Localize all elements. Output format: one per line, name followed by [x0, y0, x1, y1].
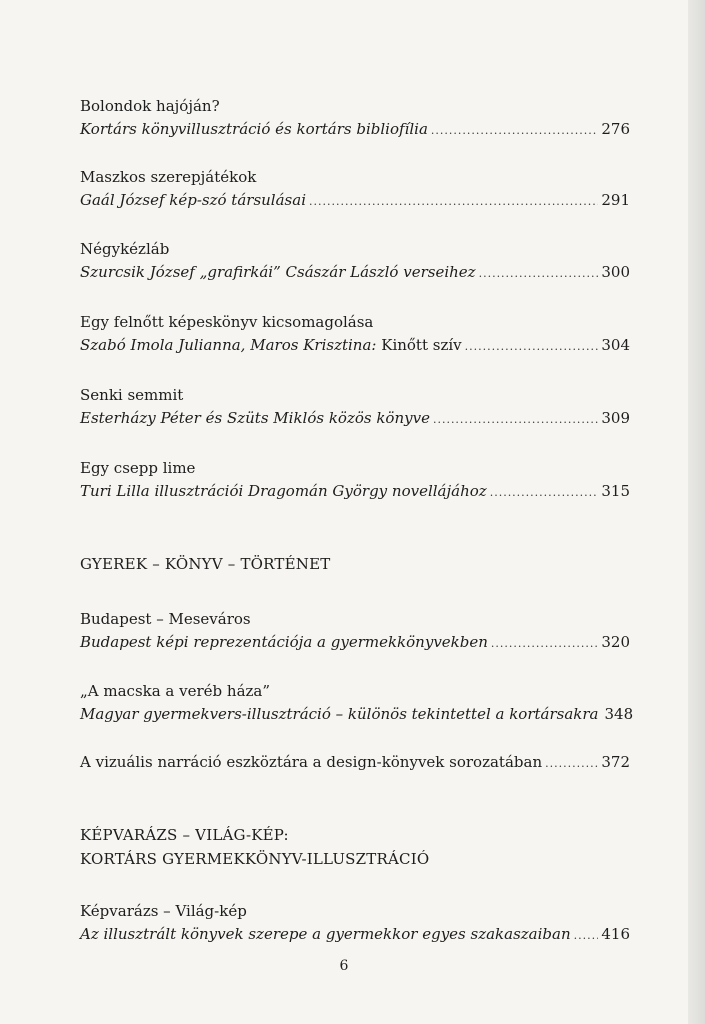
toc-entry-budapest[interactable] — [80, 609, 630, 654]
entry-subtitle: Magyar gyermekvers-illusztráció – különös tekintettel a kortársakra — [80, 705, 599, 723]
entry-page-number: 276 — [601, 120, 630, 138]
entry-title: „A macska a veréb háza” — [80, 682, 271, 700]
toc-entry-lime[interactable] — [80, 458, 630, 503]
dot-leader — [491, 634, 598, 654]
entry-page-number: 304 — [601, 336, 630, 354]
entry-subtitle: Esterházy Péter és Szüts Miklós közös könyve — [80, 409, 430, 427]
entry-subtitle: Gaál József kép-szó társulásai — [80, 191, 306, 209]
dot-leader — [309, 192, 598, 212]
entry-page-number: 300 — [601, 263, 630, 281]
entry-page-number: 291 — [601, 191, 630, 209]
entry-line — [80, 752, 630, 774]
entry-title: Senki semmit — [80, 386, 184, 404]
entry-page-number: 309 — [601, 409, 630, 427]
toc-entry-kicsomagolasa[interactable] — [80, 312, 630, 357]
entry-title: Maszkos szerepjátékok — [80, 168, 257, 186]
entry-subtitle-line — [80, 481, 630, 503]
page-edge — [688, 0, 705, 1024]
entry-subtitle-line — [80, 190, 630, 212]
entry-subtitle: Budapest képi reprezentációja a gyermekkönyvekben — [80, 633, 488, 651]
entry-title: Bolondok hajóján? — [80, 97, 220, 115]
entry-subtitle-line — [80, 408, 630, 430]
dot-leader — [431, 121, 598, 141]
dot-leader — [545, 754, 598, 774]
dot-leader — [479, 264, 599, 284]
entry-subtitle — [80, 335, 462, 355]
entry-subtitle: Turi Lilla illusztrációi Dragomán György novellájához — [80, 482, 487, 500]
toc-entry-maszkos[interactable] — [80, 167, 630, 212]
entry-subtitle-book-title: Kinőtt szív — [381, 336, 462, 354]
entry-subtitle-line — [80, 632, 630, 654]
entry-title: Négykézláb — [80, 240, 170, 258]
entry-subtitle-line — [80, 335, 630, 357]
page-number-folio: 6 — [339, 958, 349, 974]
entry-page-number: 416 — [601, 925, 630, 943]
entry-title: Egy felnőtt képeskönyv kicsomagolása — [80, 313, 374, 331]
section-heading-line-2: KORTÁRS GYERMEKKÖNYV-ILLUSZTRÁCIÓ — [80, 850, 430, 868]
dot-leader — [574, 926, 599, 946]
toc-entry-negykezlab[interactable] — [80, 239, 630, 284]
dot-leader — [465, 337, 599, 357]
toc-entry-bolondok[interactable] — [80, 96, 630, 141]
entry-subtitle-line — [80, 262, 630, 284]
entry-subtitle-authors: Szabó Imola Julianna, Maros Krisztina: — [80, 336, 377, 354]
entry-page-number: 372 — [601, 753, 630, 771]
dot-leader — [490, 483, 599, 503]
section-heading-kepvarazs — [80, 823, 429, 871]
entry-page-number: 348 — [604, 705, 634, 723]
entry-page-number: 320 — [601, 633, 630, 651]
entry-title: Egy csepp lime — [80, 459, 196, 477]
entry-page-number: 315 — [601, 482, 630, 500]
entry-subtitle: Szurcsik József „grafirkái” Császár László verseihez — [80, 263, 476, 281]
entry-subtitle: Kortárs könyvillusztráció és kortárs bibliofília — [80, 120, 428, 138]
section-heading-gyerek-konyv: GYEREK – KÖNYV – TÖRTÉNET — [80, 555, 331, 573]
toc-entry-macska[interactable] — [80, 681, 634, 726]
toc-entry-kepvarazs-vilag-kep[interactable] — [80, 901, 630, 946]
toc-entry-senki[interactable] — [80, 385, 630, 430]
entry-subtitle-line — [80, 119, 630, 141]
toc-entry-vizualis-narracio[interactable] — [80, 752, 630, 774]
entry-subtitle: Az illusztrált könyvek szerepe a gyermekkor egyes szakaszaiban — [80, 925, 571, 943]
section-heading-line-1: KÉPVARÁZS – VILÁG-KÉP: — [80, 826, 289, 844]
entry-title: Képvarázs – Világ-kép — [80, 902, 247, 920]
entry-subtitle-line — [80, 924, 630, 946]
dot-leader — [433, 410, 598, 430]
entry-subtitle-line — [80, 704, 634, 726]
entry-title: Budapest – Meseváros — [80, 610, 251, 628]
entry-title: A vizuális narráció eszköztára a design-könyvek sorozatában — [80, 753, 543, 771]
